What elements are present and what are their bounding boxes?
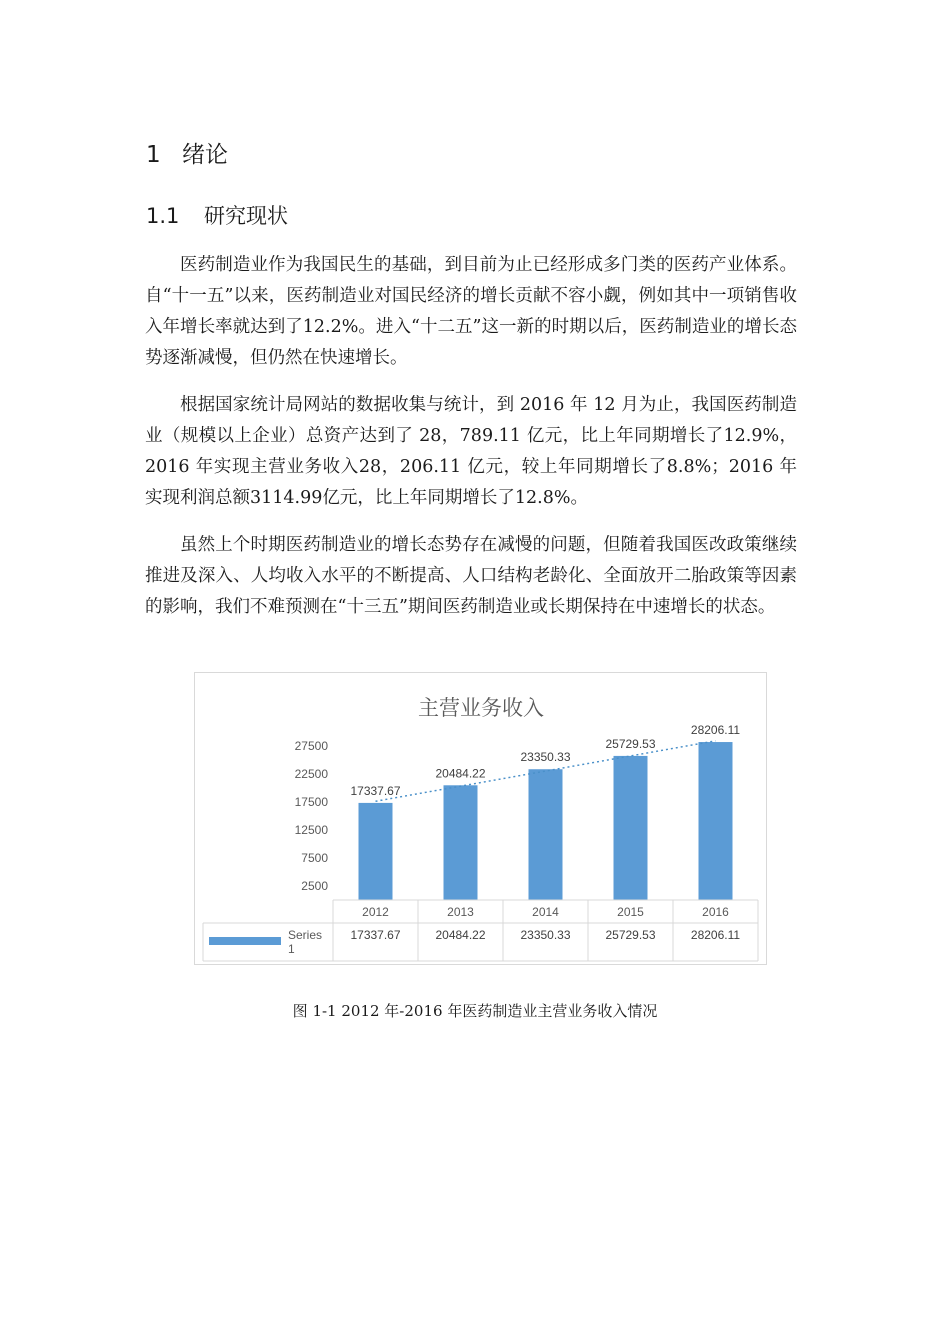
- chapter-heading: [146, 136, 228, 169]
- chart-title: 主营业务收入: [418, 697, 544, 720]
- table-cell: 20484.22: [435, 928, 486, 942]
- data-label: 23350.33: [520, 750, 571, 765]
- y-tick-label: 7500: [301, 851, 328, 865]
- chapter-title: 绪论: [182, 142, 228, 168]
- x-tick-label: 2013: [447, 905, 474, 919]
- y-tick-label: 22500: [294, 767, 328, 781]
- table-cell: 25729.53: [605, 928, 656, 942]
- bar: [359, 803, 393, 900]
- legend-key: [209, 937, 281, 945]
- y-tick-label: 2500: [301, 879, 328, 893]
- table-cell: 28206.11: [690, 928, 741, 942]
- data-label: 20484.22: [435, 766, 486, 781]
- revenue-chart: [194, 672, 767, 965]
- figure-caption: 图 1-1 2012 年-2016 年医药制造业主营业务收入情况: [292, 1002, 658, 1020]
- chapter-number: 1: [146, 142, 161, 168]
- bar: [529, 769, 563, 900]
- x-tick-label: 2016: [702, 905, 729, 919]
- paragraph: 虽然上个时期医药制造业的增长态势存在减慢的问题，但随着我国医改政策继续推进及深入、人均收入水平的不断提高、人口结构老龄化、全面放开二胎政策等因素的影响，我们不难预测在“十三五”期间医药制造业或长期保持在中速增长的状态。: [145, 535, 797, 617]
- data-label: 25729.53: [605, 736, 656, 751]
- section-title: 研究现状: [204, 204, 288, 228]
- paragraph: 医药制造业作为我国民生的基础，到目前为止已经形成多门类的医药产业体系。自“十一五”以来，医药制造业对国民经济的增长贡献不容小觑，例如其中一项销售收入年增长率就达到了12.2%。进入“十二五”这一新的时期以后，医药制造业的增长态势逐渐减慢，但仍然在快速增长。: [145, 255, 797, 368]
- chart-canvas: [195, 673, 768, 966]
- x-tick-label: 2015: [617, 905, 644, 919]
- section-number: 1.1: [146, 204, 180, 228]
- bar: [444, 785, 478, 900]
- y-tick-label: 12500: [294, 823, 328, 837]
- paragraph: 根据国家统计局网站的数据收集与统计，到 2016 年 12 月为止，我国医药制造业（规模以上企业）总资产达到了 28，789.11 亿元，比上年同期增长了12.9%，2016 年实现主营业务收入28，206.11 亿元，较上年同期增长了8.8%；2016 年实现利润总额3114.99亿元，比上年同期增长了12.8%。: [145, 395, 797, 508]
- table-cell: 23350.33: [520, 928, 571, 942]
- bar: [699, 742, 733, 900]
- y-tick-label: 17500: [294, 795, 328, 809]
- bar: [614, 756, 648, 900]
- y-tick-label: 27500: [294, 739, 328, 753]
- section-heading: [146, 200, 288, 230]
- x-tick-label: 2012: [362, 905, 389, 919]
- data-label: 28206.11: [690, 723, 741, 738]
- table-cell: 17337.67: [350, 928, 401, 942]
- data-label: 17337.67: [350, 783, 401, 798]
- x-tick-label: 2014: [532, 905, 559, 919]
- legend-label: Series 1: [288, 928, 323, 956]
